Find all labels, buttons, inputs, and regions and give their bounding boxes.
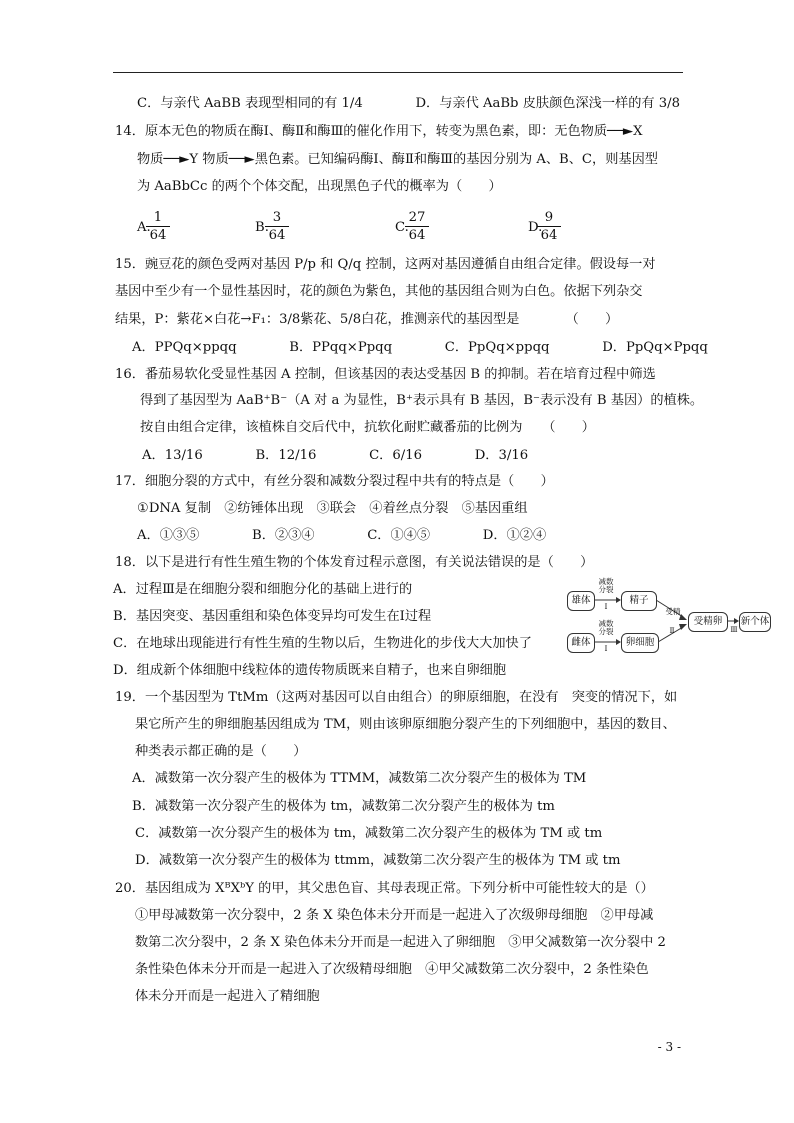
zygote-box: 受精卵: [688, 612, 728, 632]
q20-item-line2: 数第二次分裂中，2 条 X 染色体未分开而是一起进入了卵细胞 ③甲父减数第一次分裂中 2: [135, 935, 666, 950]
q18-option-d: D．组成新个体细胞中线粒体的遗传物质既来自精子，也来自卵细胞: [113, 663, 507, 678]
q16-stem-line1: 16．番茄易软化受显性基因 A 控制，但该基因的表达受基因 B 的抑制。若在培育过程中筛选: [115, 367, 656, 382]
q15-stem-line2: 基因中至少有一个显性基因时，花的颜色为紫色，其他的基因组合则为白色。依据下列杂交: [115, 284, 643, 299]
q15-stem-line1: 15．豌豆花的颜色受两对基因 P/p 和 Q/q 控制，这两对基因遵循自由组合定律。假设每一对: [115, 257, 656, 272]
q17-options: A．①③⑤ B．②③④ C．①④⑤ D．①②④: [137, 528, 547, 543]
denominator: 64: [149, 228, 167, 243]
q19-option-b: B．减数第一次分裂产生的极体为 tm，减数第二次分裂产生的极体为 tm: [132, 799, 555, 814]
q19-option-a: A．减数第一次分裂产生的极体为 TTMM，减数第二次分裂产生的极体为 TM: [132, 771, 587, 786]
q13-options-cd: C．与亲代 AaBB 表现型相同的有 1/4 D．与亲代 AaBb 皮肤颜色深浅一样的有 3/8: [137, 96, 680, 111]
q14-option-b-label: B.: [255, 220, 269, 235]
process-two-label: Ⅱ: [669, 626, 675, 635]
numerator: 9: [537, 210, 561, 227]
q20-item-line4: 体未分开而是一起进入了精细胞: [135, 989, 320, 1004]
fertilization-label: 受精: [665, 607, 681, 616]
q20-stem: 20．基因组成为 XᴮXᵇY 的甲，其父患色盲、其母表现正常。下列分析中可能性较大的是（）: [115, 881, 654, 896]
q15-options: A．PPQq×ppqq B．PPqq×Ppqq C．PpQq×ppqq D．PpQq×Ppqq: [132, 340, 708, 355]
q17-stem: 17．细胞分裂的方式中，有丝分裂和减数分裂过程中共有的特点是（ ）: [115, 474, 554, 489]
q16-stem-line3: 按自由组合定律，该植株自交后代中，抗软化耐贮藏番茄的比例为 （ ）: [140, 420, 595, 435]
male-box: 雄体: [567, 591, 595, 611]
q19-option-d: D．减数第一次分裂产生的极体为 ttmm，减数第二次分裂产生的极体为 TM 或 tm: [135, 853, 621, 868]
q14-stem-line2: 物质──►Y 物质──►黑色素。已知编码酶Ⅰ、酶Ⅱ和酶Ⅲ的基因分别为 A、B、C，则基因型: [137, 152, 658, 167]
egg-box: 卵细胞: [621, 633, 659, 653]
female-box: 雌体: [567, 633, 595, 653]
q19-stem-line2: 果它所产生的卵细胞基因组成为 TM，则由该卵原细胞分裂产生的下列细胞中，基因的数目、: [135, 717, 676, 732]
q17-items: ①DNA 复制 ②纺锤体出现 ③联会 ④着丝点分裂 ⑤基因重组: [137, 501, 528, 516]
numerator: 27: [405, 210, 429, 227]
denominator: 64: [408, 228, 426, 243]
q18-stem: 18．以下是进行有性生殖生物的个体发育过程示意图，有关说法错误的是（ ）: [115, 555, 594, 570]
sperm-box: 精子: [621, 591, 657, 611]
q14-option-c-label: C.: [395, 220, 409, 235]
process-three-label: Ⅲ: [730, 625, 738, 634]
q20-item-line3: 条性染色体未分开而是一起进入了次级精母细胞 ④甲父减数第二次分裂中，2 条性染色: [135, 962, 649, 977]
division-label-top: 分裂: [598, 585, 614, 594]
q18-option-c: C．在地球出现能进行有性生殖的生物以后，生物进化的步伐大大加快了: [113, 636, 532, 651]
q14-option-a-label: A.: [137, 220, 151, 235]
process-one-label-bottom: Ⅰ: [604, 644, 608, 653]
numerator: 3: [265, 210, 289, 227]
q20-item-line1: ①甲母减数第一次分裂中，2 条 X 染色体未分开而是一起进入了次级卵母细胞 ②甲母减: [135, 908, 654, 923]
meiosis-label-top: 减数: [598, 577, 614, 586]
numerator: 1: [146, 210, 170, 227]
q14-option-d-label: D.: [528, 220, 543, 235]
q14-stem-line3: 为 AaBbCc 的两个个体交配，出现黑色子代的概率为（ ）: [137, 179, 502, 194]
denominator: 64: [268, 228, 286, 243]
q19-stem-line3: 种类表示都正确的是（ ）: [135, 744, 307, 759]
division-label-bottom: 分裂: [598, 627, 614, 636]
q16-stem-line2: 得到了基因型为 AaB⁺B⁻（A 对 a 为显性，B⁺表示具有 B 基因，B⁻表示没有 B 基因）的植株。: [140, 393, 704, 408]
q19-option-c: C．减数第一次分裂产生的极体为 tm，减数第二次分裂产生的极体为 TM 或 tm: [135, 826, 603, 841]
q16-options: A．13/16 B．12/16 C．6/16 D．3/16: [142, 448, 529, 463]
process-one-label-top: Ⅰ: [604, 602, 608, 611]
q14-stem-line1: 14．原本无色的物质在酶Ⅰ、酶Ⅱ和酶Ⅲ的催化作用下，转变为黑色素，即：无色物质──►X: [115, 124, 643, 139]
q15-stem-line3: 结果，P：紫花×白花→F₁：3/8紫花、5/8白花，推测亲代的基因型是 （ ）: [115, 312, 619, 327]
meiosis-label-bottom: 减数: [598, 619, 614, 628]
denominator: 64: [540, 228, 558, 243]
q19-stem-line1: 19．一个基因型为 TtMm（这两对基因可以自由组合）的卵原细胞，在没有 突变的情况下，如: [115, 690, 678, 705]
q18-option-a: A．过程Ⅲ是在细胞分裂和细胞分化的基础上进行的: [113, 582, 413, 597]
q18-option-b: B．基因突变、基因重组和染色体变异均可发生在Ⅰ过程: [113, 609, 432, 624]
new-individual-box: 新个体: [739, 612, 771, 632]
page-number: - 3 -: [657, 1040, 681, 1054]
